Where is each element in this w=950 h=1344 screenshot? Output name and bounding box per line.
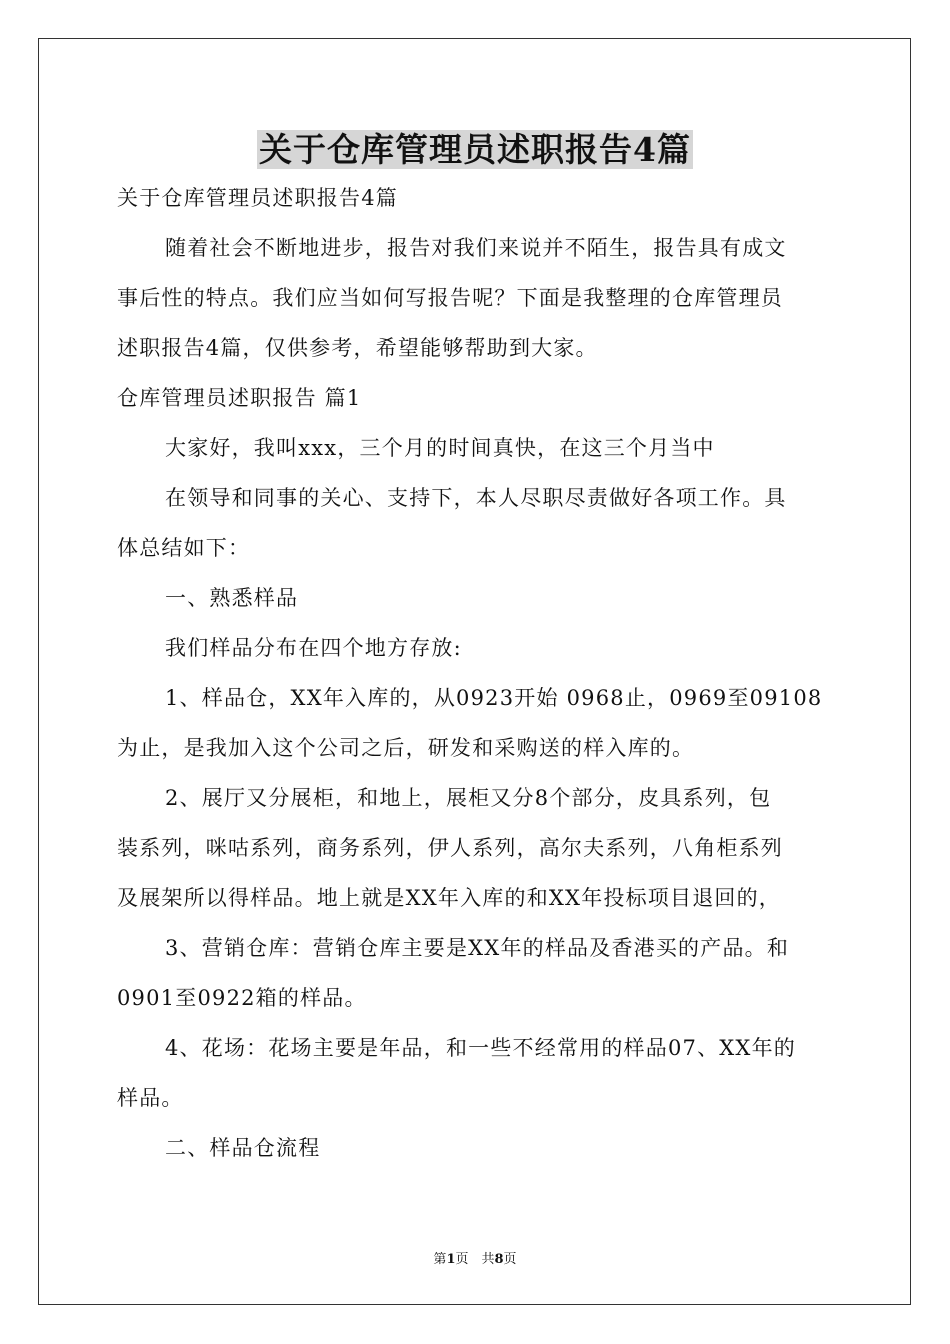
text-line: 二、样品仓流程 [165, 1136, 321, 1160]
text-line: 样品。 [117, 1086, 184, 1110]
text-line: 4、花场：花场主要是年品，和一些不经常用的样品07、XX年的 [165, 1036, 796, 1060]
text-line: 及展架所以得样品。地上就是XX年入库的和XX年投标项目退回的， [117, 886, 781, 910]
document-title: 关于仓库管理员述职报告4篇 [259, 130, 691, 169]
text-line: 装系列，咪咕系列，商务系列，伊人系列，高尔夫系列，八角柜系列 [117, 836, 783, 860]
text-line: 体总结如下： [117, 536, 251, 560]
subtitle-line: 关于仓库管理员述职报告4篇 [117, 186, 398, 210]
page-total: 8 [494, 1252, 504, 1267]
text-line: 在领导和同事的关心、支持下，本人尽职尽责做好各项工作。具 [165, 486, 787, 510]
page-number: 1 [446, 1252, 456, 1267]
text-line: 1、样品仓，XX年入库的，从0923开始 0968止，0969至09108 [165, 686, 823, 710]
text-line: 述职报告4篇，仅供参考，希望能够帮助到大家。 [117, 336, 598, 360]
text-line: 我们样品分布在四个地方存放: [165, 636, 462, 660]
text-line: 为止，是我加入这个公司之后，研发和采购送的样入库的。 [117, 736, 695, 760]
text-line: 3、营销仓库：营销仓库主要是XX年的样品及香港买的产品。和 [165, 936, 790, 960]
page-border [38, 38, 911, 1305]
text-line: 0901至0922箱的样品。 [117, 986, 367, 1010]
section-heading: 仓库管理员述职报告 篇1 [117, 386, 362, 410]
text-line: 大家好，我叫xxx，三个月的时间真快，在这三个月当中 [165, 436, 715, 460]
text-line: 一、熟悉样品 [165, 586, 299, 610]
page-footer: 第1页 共8页 [433, 1252, 517, 1267]
text-line: 事后性的特点。我们应当如何写报告呢？下面是我整理的仓库管理员 [117, 286, 783, 310]
text-line: 随着社会不断地进步，报告对我们来说并不陌生，报告具有成文 [165, 236, 787, 260]
text-line: 2、展厅又分展柜，和地上，展柜又分8个部分，皮具系列，包 [165, 786, 772, 810]
